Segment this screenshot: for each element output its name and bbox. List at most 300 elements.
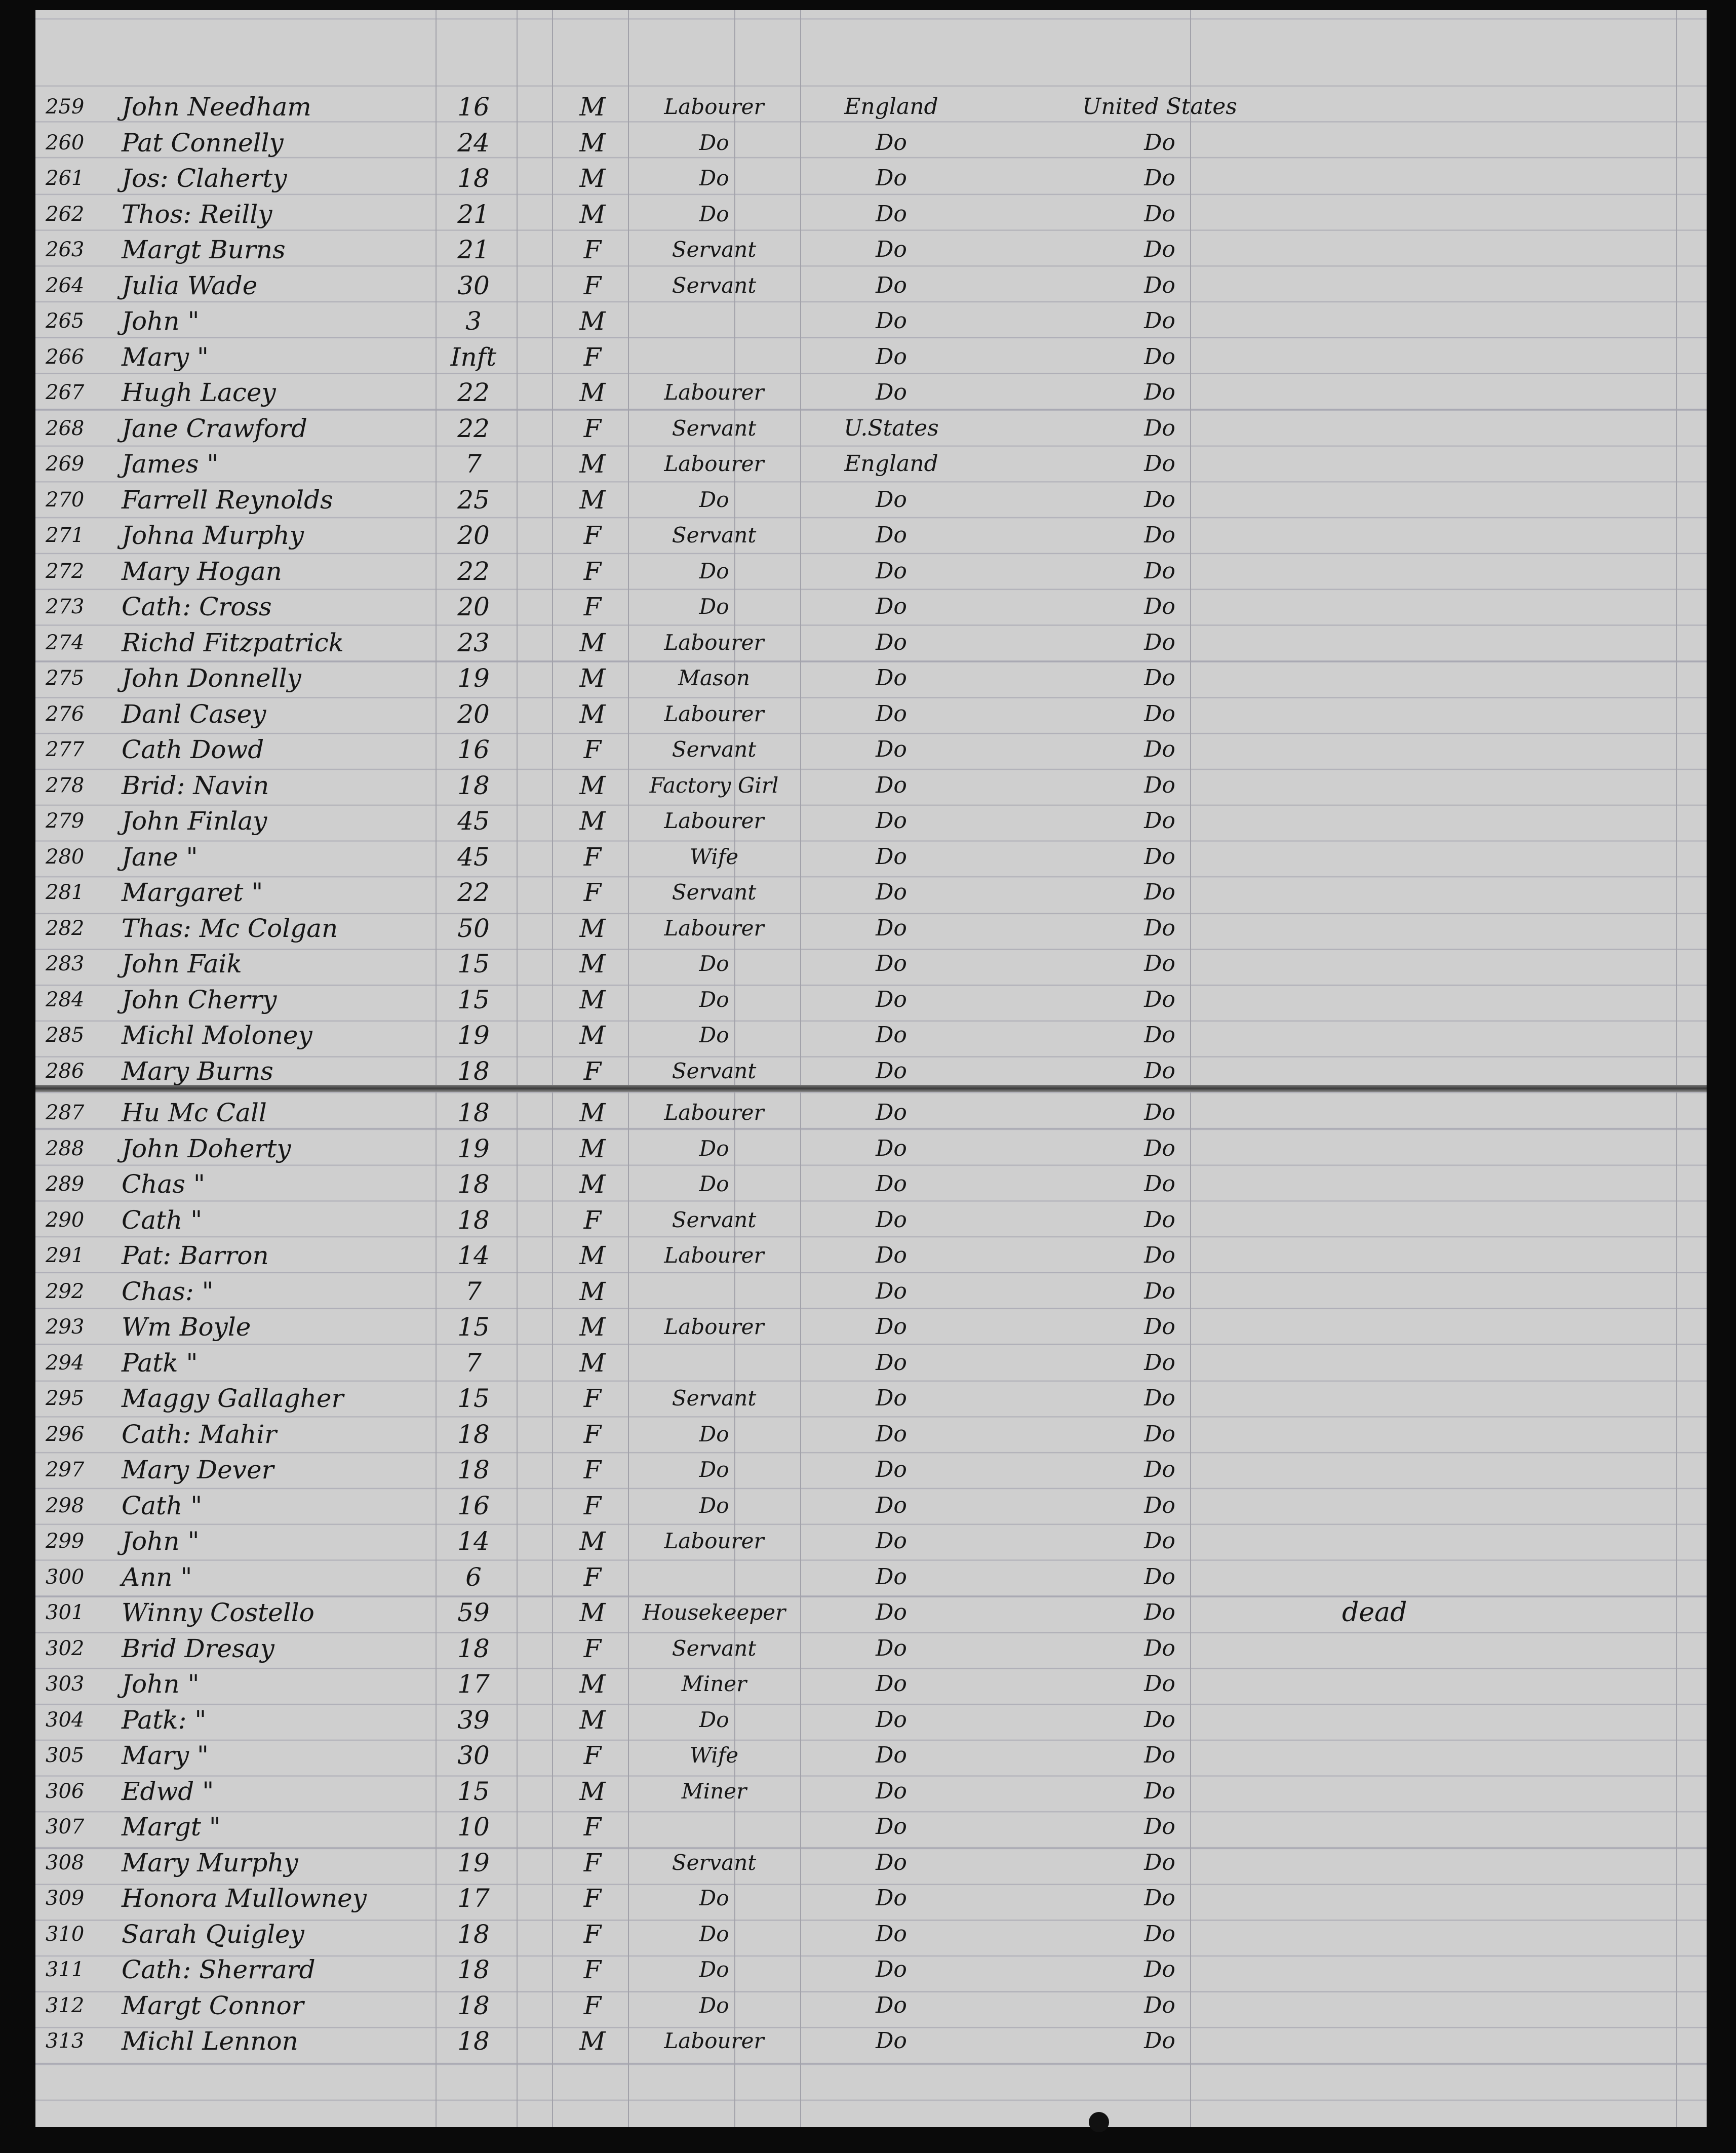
origin-country: Do bbox=[876, 1171, 907, 1197]
remark bbox=[1342, 1883, 1494, 1913]
passenger-occupation bbox=[633, 1562, 795, 1592]
destination-country: Do bbox=[1144, 1385, 1175, 1411]
origin-country: Do bbox=[876, 2028, 907, 2054]
remark bbox=[1342, 877, 1494, 908]
passenger-occupation: Servant bbox=[672, 1058, 757, 1083]
entry-number: 293 bbox=[46, 1315, 85, 1339]
passenger-name: Jos: Claherty bbox=[122, 164, 287, 193]
destination-country: Do bbox=[1144, 1349, 1175, 1376]
register-row bbox=[35, 1666, 1707, 1701]
register-row bbox=[35, 160, 1707, 195]
origin-country: Do bbox=[876, 558, 907, 584]
passenger-occupation: Do bbox=[699, 1957, 729, 1982]
passenger-occupation: Labourer bbox=[664, 1243, 764, 1268]
remark bbox=[1342, 1669, 1494, 1699]
destination-country: Do bbox=[1144, 736, 1175, 762]
register-row bbox=[35, 1130, 1707, 1166]
destination-country: Do bbox=[1144, 1563, 1175, 1590]
entry-number: 307 bbox=[46, 1815, 85, 1838]
passenger-name: John Donnelly bbox=[122, 663, 301, 693]
origin-country: Do bbox=[876, 1385, 907, 1411]
passenger-occupation: Servant bbox=[672, 1850, 757, 1875]
remark bbox=[1342, 234, 1494, 265]
entry-number: 279 bbox=[46, 809, 85, 833]
entry-number: 308 bbox=[46, 1851, 85, 1874]
register-row bbox=[35, 946, 1707, 981]
passenger-age: 18 bbox=[457, 1419, 490, 1449]
passenger-occupation: Wife bbox=[689, 844, 739, 869]
origin-country: Do bbox=[876, 1058, 907, 1084]
remark bbox=[1342, 1562, 1494, 1592]
passenger-sex: F bbox=[583, 1990, 602, 2020]
register-row bbox=[35, 1916, 1707, 1951]
destination-country: Do bbox=[1144, 1135, 1175, 1161]
passenger-name: Maggy Gallagher bbox=[122, 1384, 344, 1413]
passenger-sex: M bbox=[579, 628, 606, 657]
destination-country: Do bbox=[1144, 808, 1175, 834]
destination-country: Do bbox=[1144, 772, 1175, 798]
passenger-age: 6 bbox=[465, 1562, 482, 1592]
passenger-sex: M bbox=[579, 1312, 606, 1342]
destination-country: Do bbox=[1144, 2028, 1175, 2054]
register-row bbox=[35, 1809, 1707, 1844]
entry-number: 305 bbox=[46, 1744, 85, 1767]
passenger-age: 18 bbox=[457, 770, 490, 800]
passenger-occupation: Servant bbox=[672, 272, 757, 298]
remark: dead bbox=[1342, 1597, 1407, 1628]
origin-country: Do bbox=[876, 1242, 907, 1268]
origin-country: Do bbox=[876, 1885, 907, 1911]
passenger-occupation: Labourer bbox=[664, 630, 764, 655]
passenger-occupation: Labourer bbox=[664, 1529, 764, 1553]
entry-number: 303 bbox=[46, 1672, 85, 1696]
passenger-age: 16 bbox=[457, 92, 490, 122]
passenger-sex: F bbox=[583, 1848, 602, 1877]
register-row bbox=[35, 767, 1707, 803]
passenger-occupation: Do bbox=[699, 1921, 729, 1946]
register-row bbox=[35, 660, 1707, 695]
passenger-name: Michl Moloney bbox=[122, 1021, 312, 1050]
passenger-sex: M bbox=[579, 378, 606, 407]
passenger-sex: F bbox=[583, 1384, 602, 1413]
remark bbox=[1342, 270, 1494, 301]
remark bbox=[1342, 1633, 1494, 1664]
passenger-sex: M bbox=[579, 449, 606, 479]
origin-country: Do bbox=[876, 1022, 907, 1048]
entry-number: 273 bbox=[46, 595, 85, 618]
origin-country: Do bbox=[876, 1992, 907, 2018]
passenger-occupation: Labourer bbox=[664, 1100, 764, 1125]
origin-country: Do bbox=[876, 808, 907, 834]
passenger-name: Mary Burns bbox=[122, 1056, 273, 1086]
remark bbox=[1342, 128, 1494, 158]
passenger-sex: M bbox=[579, 949, 606, 978]
origin-country: Do bbox=[876, 1849, 907, 1875]
passenger-occupation: Servant bbox=[672, 415, 757, 441]
remark bbox=[1342, 770, 1494, 801]
passenger-occupation: Mason bbox=[678, 666, 750, 690]
passenger-sex: F bbox=[583, 1741, 602, 1770]
remark bbox=[1342, 1919, 1494, 1949]
passenger-age: 7 bbox=[465, 449, 482, 479]
entry-number: 272 bbox=[46, 559, 85, 583]
passenger-name: John Needham bbox=[122, 92, 311, 122]
destination-country: Do bbox=[1144, 1457, 1175, 1482]
origin-country: U.States bbox=[844, 415, 939, 441]
origin-country: Do bbox=[876, 1563, 907, 1590]
remark bbox=[1342, 1526, 1494, 1556]
passenger-occupation: Do bbox=[699, 1023, 729, 1047]
destination-country: Do bbox=[1144, 129, 1175, 155]
passenger-sex: F bbox=[583, 235, 602, 264]
register-row bbox=[35, 1594, 1707, 1630]
entry-number: 269 bbox=[46, 452, 85, 476]
passenger-sex: F bbox=[583, 521, 602, 550]
register-row bbox=[35, 267, 1707, 303]
origin-country: Do bbox=[876, 772, 907, 798]
passenger-age: 22 bbox=[457, 378, 490, 407]
origin-country: Do bbox=[876, 915, 907, 941]
entry-number: 266 bbox=[46, 345, 85, 369]
origin-country: England bbox=[844, 451, 938, 477]
passenger-age: 18 bbox=[457, 1098, 490, 1127]
passenger-name: Mary " bbox=[122, 342, 209, 372]
entry-number: 268 bbox=[46, 416, 85, 440]
passenger-age: 21 bbox=[457, 235, 490, 264]
passenger-name: Margt " bbox=[122, 1812, 221, 1842]
passenger-sex: F bbox=[583, 1812, 602, 1842]
passenger-occupation: Do bbox=[699, 1886, 729, 1910]
destination-country: Do bbox=[1144, 1635, 1175, 1661]
passenger-occupation: Servant bbox=[672, 737, 757, 762]
passenger-name: Hu Mc Call bbox=[122, 1098, 267, 1127]
register-row bbox=[35, 553, 1707, 589]
destination-country: Do bbox=[1144, 986, 1175, 1012]
remark bbox=[1342, 163, 1494, 193]
origin-country: Do bbox=[876, 1956, 907, 1982]
passenger-sex: F bbox=[583, 342, 602, 372]
passenger-occupation: Servant bbox=[672, 1386, 757, 1411]
register-rows bbox=[35, 10, 1707, 2127]
origin-country: Do bbox=[876, 1706, 907, 1733]
passenger-name: Margt Connor bbox=[122, 1990, 304, 2020]
passenger-age: 19 bbox=[457, 1021, 490, 1050]
remark bbox=[1342, 592, 1494, 622]
passenger-age: 18 bbox=[457, 164, 490, 193]
entry-number: 270 bbox=[46, 488, 85, 512]
entry-number: 276 bbox=[46, 702, 85, 726]
entry-number: 309 bbox=[46, 1887, 85, 1910]
passenger-name: Cath: Cross bbox=[122, 592, 272, 621]
destination-country: Do bbox=[1144, 201, 1175, 227]
passenger-occupation: Labourer bbox=[664, 701, 764, 726]
passenger-sex: M bbox=[579, 1133, 606, 1163]
passenger-sex: F bbox=[583, 413, 602, 443]
entry-number: 300 bbox=[46, 1565, 85, 1589]
passenger-sex: F bbox=[583, 1491, 602, 1520]
destination-country: Do bbox=[1144, 1314, 1175, 1340]
passenger-name: Danl Casey bbox=[122, 699, 266, 729]
passenger-age: 30 bbox=[457, 1741, 490, 1770]
passenger-sex: M bbox=[579, 699, 606, 729]
register-row bbox=[35, 1559, 1707, 1594]
register-row bbox=[35, 1345, 1707, 1380]
remark bbox=[1342, 1491, 1494, 1521]
passenger-occupation: Servant bbox=[672, 523, 757, 547]
passenger-sex: F bbox=[583, 1919, 602, 1949]
register-row bbox=[35, 1273, 1707, 1309]
origin-country: Do bbox=[876, 165, 907, 191]
register-sheet bbox=[35, 10, 1707, 2127]
passenger-occupation bbox=[633, 1276, 795, 1307]
remark bbox=[1342, 1056, 1494, 1086]
register-row bbox=[35, 589, 1707, 624]
passenger-age: 15 bbox=[457, 949, 490, 978]
destination-country: Do bbox=[1144, 1956, 1175, 1982]
entry-number: 313 bbox=[46, 2029, 85, 2053]
passenger-sex: M bbox=[579, 1705, 606, 1735]
passenger-sex: F bbox=[583, 842, 602, 872]
remark bbox=[1342, 1383, 1494, 1414]
passenger-occupation: Servant bbox=[672, 1635, 757, 1661]
passenger-name: Thos: Reilly bbox=[122, 199, 272, 229]
passenger-age: 3 bbox=[465, 306, 482, 336]
passenger-age: Inft bbox=[450, 342, 497, 372]
register-row bbox=[35, 482, 1707, 517]
passenger-occupation: Do bbox=[699, 1421, 729, 1446]
destination-country: Do bbox=[1144, 558, 1175, 584]
entry-number: 298 bbox=[46, 1494, 85, 1517]
origin-country: Do bbox=[876, 736, 907, 762]
register-row bbox=[35, 339, 1707, 374]
passenger-occupation: Labourer bbox=[664, 915, 764, 941]
origin-country: Do bbox=[876, 1599, 907, 1625]
origin-country: Do bbox=[876, 486, 907, 513]
passenger-age: 14 bbox=[457, 1241, 490, 1270]
destination-country: Do bbox=[1144, 1921, 1175, 1947]
remark bbox=[1342, 1990, 1494, 2021]
remark bbox=[1342, 377, 1494, 408]
passenger-occupation: Do bbox=[699, 951, 729, 976]
remark bbox=[1342, 1954, 1494, 1985]
passenger-occupation: Miner bbox=[681, 1671, 747, 1696]
destination-country: Do bbox=[1144, 1778, 1175, 1804]
remark bbox=[1342, 1098, 1494, 1128]
passenger-occupation: Do bbox=[699, 1992, 729, 2018]
origin-country: Do bbox=[876, 1814, 907, 1839]
origin-country: Do bbox=[876, 1778, 907, 1804]
register-row bbox=[35, 624, 1707, 660]
passenger-occupation bbox=[633, 1348, 795, 1378]
passenger-name: Farrell Reynolds bbox=[122, 485, 333, 515]
destination-country: Do bbox=[1144, 951, 1175, 976]
passenger-name: Pat: Barron bbox=[122, 1241, 269, 1270]
remark bbox=[1342, 306, 1494, 336]
origin-country: Do bbox=[876, 1278, 907, 1304]
entry-number: 278 bbox=[46, 773, 85, 797]
register-row bbox=[35, 231, 1707, 267]
register-row bbox=[35, 1017, 1707, 1052]
entry-number: 289 bbox=[46, 1172, 85, 1196]
register-row bbox=[35, 1630, 1707, 1666]
entry-number: 297 bbox=[46, 1458, 85, 1481]
passenger-name: John " bbox=[122, 1526, 200, 1556]
destination-country: United States bbox=[1082, 94, 1237, 120]
register-row bbox=[35, 982, 1707, 1017]
passenger-age: 15 bbox=[457, 1776, 490, 1806]
remark bbox=[1342, 449, 1494, 479]
entry-number: 262 bbox=[46, 202, 85, 226]
entry-number: 263 bbox=[46, 238, 85, 261]
passenger-name: Julia Wade bbox=[122, 270, 258, 300]
passenger-occupation bbox=[633, 306, 795, 336]
passenger-occupation: Labourer bbox=[664, 1314, 764, 1339]
passenger-sex: M bbox=[579, 128, 606, 158]
entry-number: 285 bbox=[46, 1024, 85, 1047]
remark bbox=[1342, 1312, 1494, 1342]
remark bbox=[1342, 1419, 1494, 1450]
passenger-age: 18 bbox=[457, 1455, 490, 1484]
register-row bbox=[35, 89, 1707, 124]
entry-number: 299 bbox=[46, 1530, 85, 1553]
passenger-age: 25 bbox=[457, 485, 490, 515]
passenger-name: John Faik bbox=[122, 949, 242, 978]
passenger-name: Margt Burns bbox=[122, 235, 286, 264]
passenger-sex: M bbox=[579, 1598, 606, 1627]
passenger-sex: M bbox=[579, 199, 606, 229]
passenger-age: 18 bbox=[457, 1633, 490, 1663]
destination-country: Do bbox=[1144, 415, 1175, 441]
remark bbox=[1342, 1348, 1494, 1378]
origin-country: England bbox=[844, 94, 938, 120]
entry-number: 310 bbox=[46, 1922, 85, 1946]
passenger-age: 18 bbox=[457, 1056, 490, 1086]
passenger-occupation: Wife bbox=[689, 1743, 739, 1768]
entry-number: 261 bbox=[46, 167, 85, 190]
passenger-occupation: Labourer bbox=[664, 94, 764, 119]
passenger-sex: M bbox=[579, 485, 606, 515]
origin-country: Do bbox=[876, 272, 907, 298]
passenger-name: Honora Mullowney bbox=[122, 1884, 367, 1913]
passenger-sex: F bbox=[583, 1884, 602, 1913]
passenger-age: 45 bbox=[457, 806, 490, 836]
passenger-name: Cath " bbox=[122, 1205, 203, 1235]
origin-country: Do bbox=[876, 1528, 907, 1554]
remark bbox=[1342, 413, 1494, 444]
passenger-name: Jane Crawford bbox=[122, 413, 307, 443]
origin-country: Do bbox=[876, 1135, 907, 1161]
ink-blot bbox=[1089, 2112, 1109, 2132]
remark bbox=[1342, 1020, 1494, 1050]
entry-number: 294 bbox=[46, 1351, 85, 1375]
passenger-age: 15 bbox=[457, 985, 490, 1014]
passenger-occupation: Do bbox=[699, 1171, 729, 1196]
register-row bbox=[35, 1309, 1707, 1344]
origin-country: Do bbox=[876, 1421, 907, 1447]
passenger-sex: M bbox=[579, 1169, 606, 1199]
passenger-name: Edwd " bbox=[122, 1776, 214, 1806]
remark bbox=[1342, 520, 1494, 551]
destination-country: Do bbox=[1144, 665, 1175, 691]
destination-country: Do bbox=[1144, 1492, 1175, 1518]
entry-number: 301 bbox=[46, 1601, 85, 1624]
destination-country: Do bbox=[1144, 1206, 1175, 1233]
register-row bbox=[35, 910, 1707, 946]
remark bbox=[1342, 342, 1494, 372]
origin-country: Do bbox=[876, 1314, 907, 1340]
passenger-name: Sarah Quigley bbox=[122, 1919, 304, 1949]
passenger-sex: M bbox=[579, 1776, 606, 1806]
destination-country: Do bbox=[1144, 1100, 1175, 1125]
passenger-sex: M bbox=[579, 306, 606, 336]
remark bbox=[1342, 949, 1494, 979]
remark bbox=[1342, 556, 1494, 586]
passenger-occupation: Housekeeper bbox=[642, 1600, 786, 1625]
register-row bbox=[35, 1702, 1707, 1737]
entry-number: 291 bbox=[46, 1244, 85, 1267]
passenger-name: Johna Murphy bbox=[122, 521, 304, 550]
origin-country: Do bbox=[876, 522, 907, 548]
remark bbox=[1342, 1455, 1494, 1485]
origin-country: Do bbox=[876, 1457, 907, 1482]
passenger-age: 50 bbox=[457, 913, 490, 943]
entry-number: 284 bbox=[46, 988, 85, 1011]
destination-country: Do bbox=[1144, 379, 1175, 405]
passenger-age: 23 bbox=[457, 628, 490, 657]
passenger-sex: M bbox=[579, 770, 606, 800]
remark bbox=[1342, 985, 1494, 1015]
register-row bbox=[35, 1452, 1707, 1487]
destination-country: Do bbox=[1144, 1885, 1175, 1911]
origin-country: Do bbox=[876, 308, 907, 334]
destination-country: Do bbox=[1144, 1992, 1175, 2018]
passenger-age: 21 bbox=[457, 199, 490, 229]
entry-number: 304 bbox=[46, 1708, 85, 1732]
remark bbox=[1342, 913, 1494, 944]
passenger-age: 7 bbox=[465, 1276, 482, 1306]
passenger-age: 18 bbox=[457, 1955, 490, 1984]
register-row bbox=[35, 410, 1707, 446]
register-row bbox=[35, 196, 1707, 231]
entry-number: 286 bbox=[46, 1059, 85, 1083]
entry-number: 311 bbox=[46, 1958, 85, 1981]
passenger-age: 20 bbox=[457, 521, 490, 550]
register-row bbox=[35, 1880, 1707, 1915]
passenger-age: 19 bbox=[457, 1848, 490, 1877]
register-row bbox=[35, 1951, 1707, 1987]
register-row bbox=[35, 1737, 1707, 1773]
passenger-occupation: Do bbox=[699, 130, 729, 155]
remark bbox=[1342, 699, 1494, 729]
passenger-occupation: Do bbox=[699, 594, 729, 619]
entry-number: 277 bbox=[46, 738, 85, 761]
passenger-sex: F bbox=[583, 592, 602, 621]
passenger-name: John " bbox=[122, 1669, 200, 1699]
passenger-name: Patk " bbox=[122, 1348, 198, 1378]
passenger-age: 17 bbox=[457, 1669, 490, 1699]
passenger-age: 20 bbox=[457, 592, 490, 621]
passenger-sex: F bbox=[583, 1056, 602, 1086]
register-row bbox=[35, 731, 1707, 767]
entry-number: 280 bbox=[46, 845, 85, 869]
destination-country: Do bbox=[1144, 843, 1175, 870]
entry-number: 275 bbox=[46, 667, 85, 690]
destination-country: Do bbox=[1144, 1278, 1175, 1304]
entry-number: 282 bbox=[46, 916, 85, 940]
destination-country: Do bbox=[1144, 272, 1175, 298]
destination-country: Do bbox=[1144, 1849, 1175, 1875]
passenger-sex: F bbox=[583, 270, 602, 300]
